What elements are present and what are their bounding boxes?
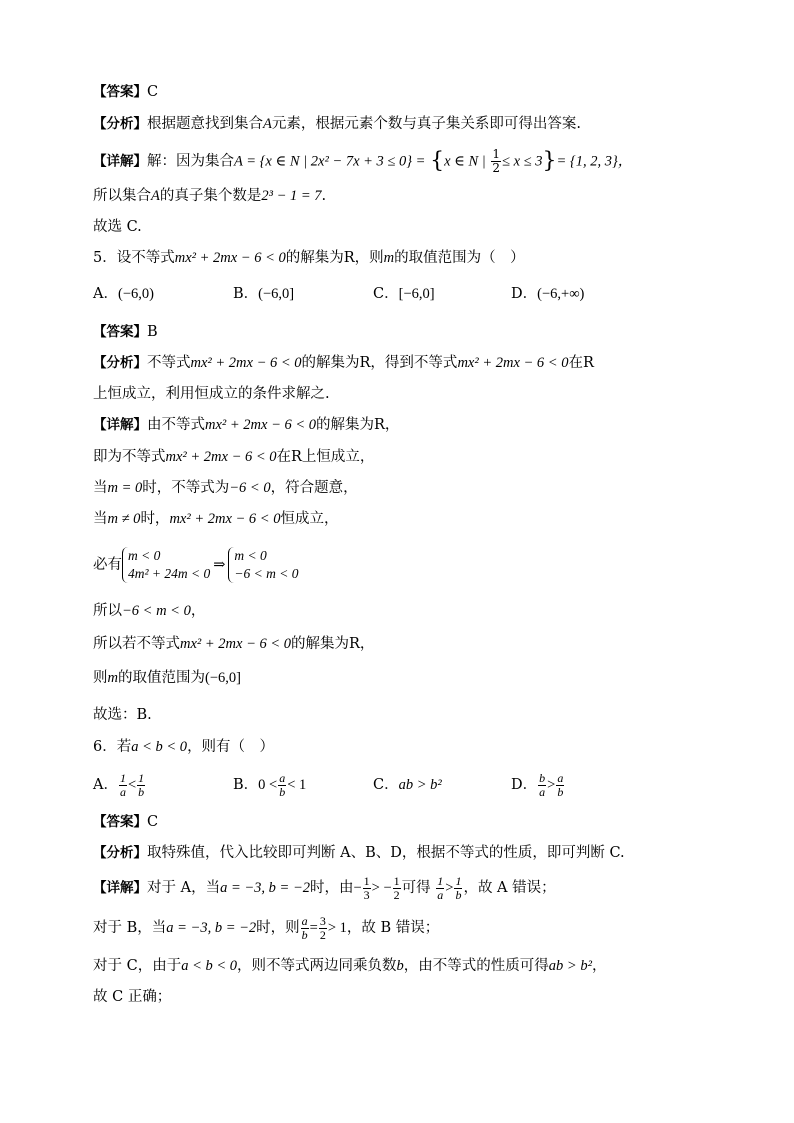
set-a-mid-right: ≤ x ≤ 3: [502, 153, 543, 170]
q5-conclusion: 故选：B.: [93, 707, 152, 723]
set-a-result: = {1, 2, 3}，: [556, 153, 633, 170]
set-a-mid-left: x ∈ N |: [444, 153, 486, 170]
analysis-label: 【分析】: [93, 355, 147, 371]
answer-label: 【答案】: [93, 324, 147, 340]
detail-label: 【详解】: [93, 417, 147, 433]
implies-arrow: ⇒: [213, 557, 226, 573]
answer-value: C: [147, 814, 159, 830]
detail-text: 解：因为集合: [147, 153, 234, 170]
q4-answer-line: [93, 82, 158, 102]
fraction-one-half: $\frac{1}{2}$: [492, 147, 501, 175]
q6-options: [93, 768, 565, 802]
q5-analysis-line: 【分析】不等式mx² + 2mx − 6 < 0的解集为R，得到不等式mx² + 2mx − 6 < 0在R: [93, 355, 594, 371]
q4-detail-line: [93, 148, 632, 175]
q5-stem: 5．设不等式mx² + 2mx − 6 < 0的解集为R，则m的取值范围为（ ）: [93, 250, 525, 266]
detail-label: 【详解】: [93, 153, 147, 170]
q5-detail-line8: 则m的取值范围为(−6,0]: [93, 670, 241, 686]
q5-detail-line3: 当m = 0时，不等式为−6 < 0，符合题意，: [93, 480, 358, 496]
q4-subset-line: 所以集合A的真子集个数是2³ − 1 = 7.: [93, 188, 327, 204]
answer-value: B: [147, 324, 158, 340]
answer-label: 【答案】: [93, 814, 147, 830]
q5-detail-line7: 所以若不等式mx² + 2mx − 6 < 0的解集为R，: [93, 636, 375, 652]
q5-detail-system: 必有 m < 0 4m² + 24m < 0 ⇒ m < 0 −6 < m < 0: [93, 548, 299, 581]
q5-analysis-line2: 上恒成立，利用恒成立的条件求解之.: [93, 386, 330, 402]
option-a: A．(−6,0): [93, 286, 154, 302]
option-d: D．(−6,+∞): [511, 286, 585, 302]
inequality-system-2: m < 0 −6 < m < 0: [228, 547, 298, 583]
analysis-text-tail: 元素，根据元素个数与真子集关系即可得出答案.: [271, 116, 581, 132]
analysis-label: 【分析】: [93, 116, 147, 132]
q4-conclusion: 故选 C.: [93, 219, 142, 235]
q5-detail-line6: 所以−6 < m < 0，: [93, 603, 206, 619]
inequality-system-1: m < 0 4m² + 24m < 0: [122, 547, 210, 583]
answer-value: C: [147, 84, 159, 100]
left-brace: {: [430, 148, 445, 174]
q5-detail-line1: 【详解】由不等式mx² + 2mx − 6 < 0的解集为R，: [93, 417, 400, 433]
q6-detail-line2: 对于 B，当a = −3, b = −2时，则 $\frac{a}{b}$ = $\frac{3}{2}$ > 1，故 B 错误；: [93, 913, 440, 942]
analysis-text: 根据题意找到集合: [147, 116, 263, 132]
answer-label: 【答案】: [93, 84, 147, 100]
subset-count-formula: 2³ − 1 = 7: [261, 188, 322, 204]
q5-answer-line: [93, 322, 158, 342]
option-c: C．[−6,0]: [373, 286, 435, 302]
q6-detail-line1: 【详解】对于 A，当a = −3, b = −2时，由− $\frac{1}{3}$ > − $\frac{1}{2}$ 可得 $\frac{1}{a}$ > $\frac{1}{b}$ ，故 A 错误；: [93, 873, 556, 902]
set-a-definition: A = {x ∈ N | 2x² − 7x + 3 ≤ 0} =: [234, 153, 426, 170]
option-c: C．ab > b²: [373, 777, 442, 793]
option-d: D． $\frac{b}{a}$ > $\frac{a}{b}$: [511, 770, 564, 799]
q6-detail-line4: 故 C 正确；: [93, 989, 172, 1005]
q6-analysis-line: 【分析】取特殊值，代入比较即可判断 A、B、D，根据不等式的性质，即可判断 C.: [93, 845, 625, 861]
option-b: B．(−6,0]: [233, 286, 295, 302]
option-a: A． $\frac{1}{a}$ < $\frac{1}{b}$: [93, 770, 145, 799]
q6-detail-line3: 对于 C，由于a < b < 0，则不等式两边同乘负数b，由不等式的性质可得ab > b²，: [93, 958, 607, 974]
q5-options: [93, 284, 584, 304]
q5-detail-line2: 即为不等式mx² + 2mx − 6 < 0在R上恒成立，: [93, 449, 375, 465]
option-b: B．0 < $\frac{a}{b}$ < 1: [233, 770, 307, 799]
right-brace: }: [542, 148, 557, 174]
q6-answer-line: [93, 812, 158, 832]
q4-analysis-line: [93, 114, 581, 134]
detail-label: 【详解】: [93, 880, 147, 896]
analysis-var: A: [263, 116, 272, 132]
analysis-label: 【分析】: [93, 845, 147, 861]
q6-stem: 6．若a < b < 0，则有（ ）: [93, 739, 275, 755]
q5-detail-line4: 当m ≠ 0时，mx² + 2mx − 6 < 0恒成立，: [93, 511, 339, 527]
